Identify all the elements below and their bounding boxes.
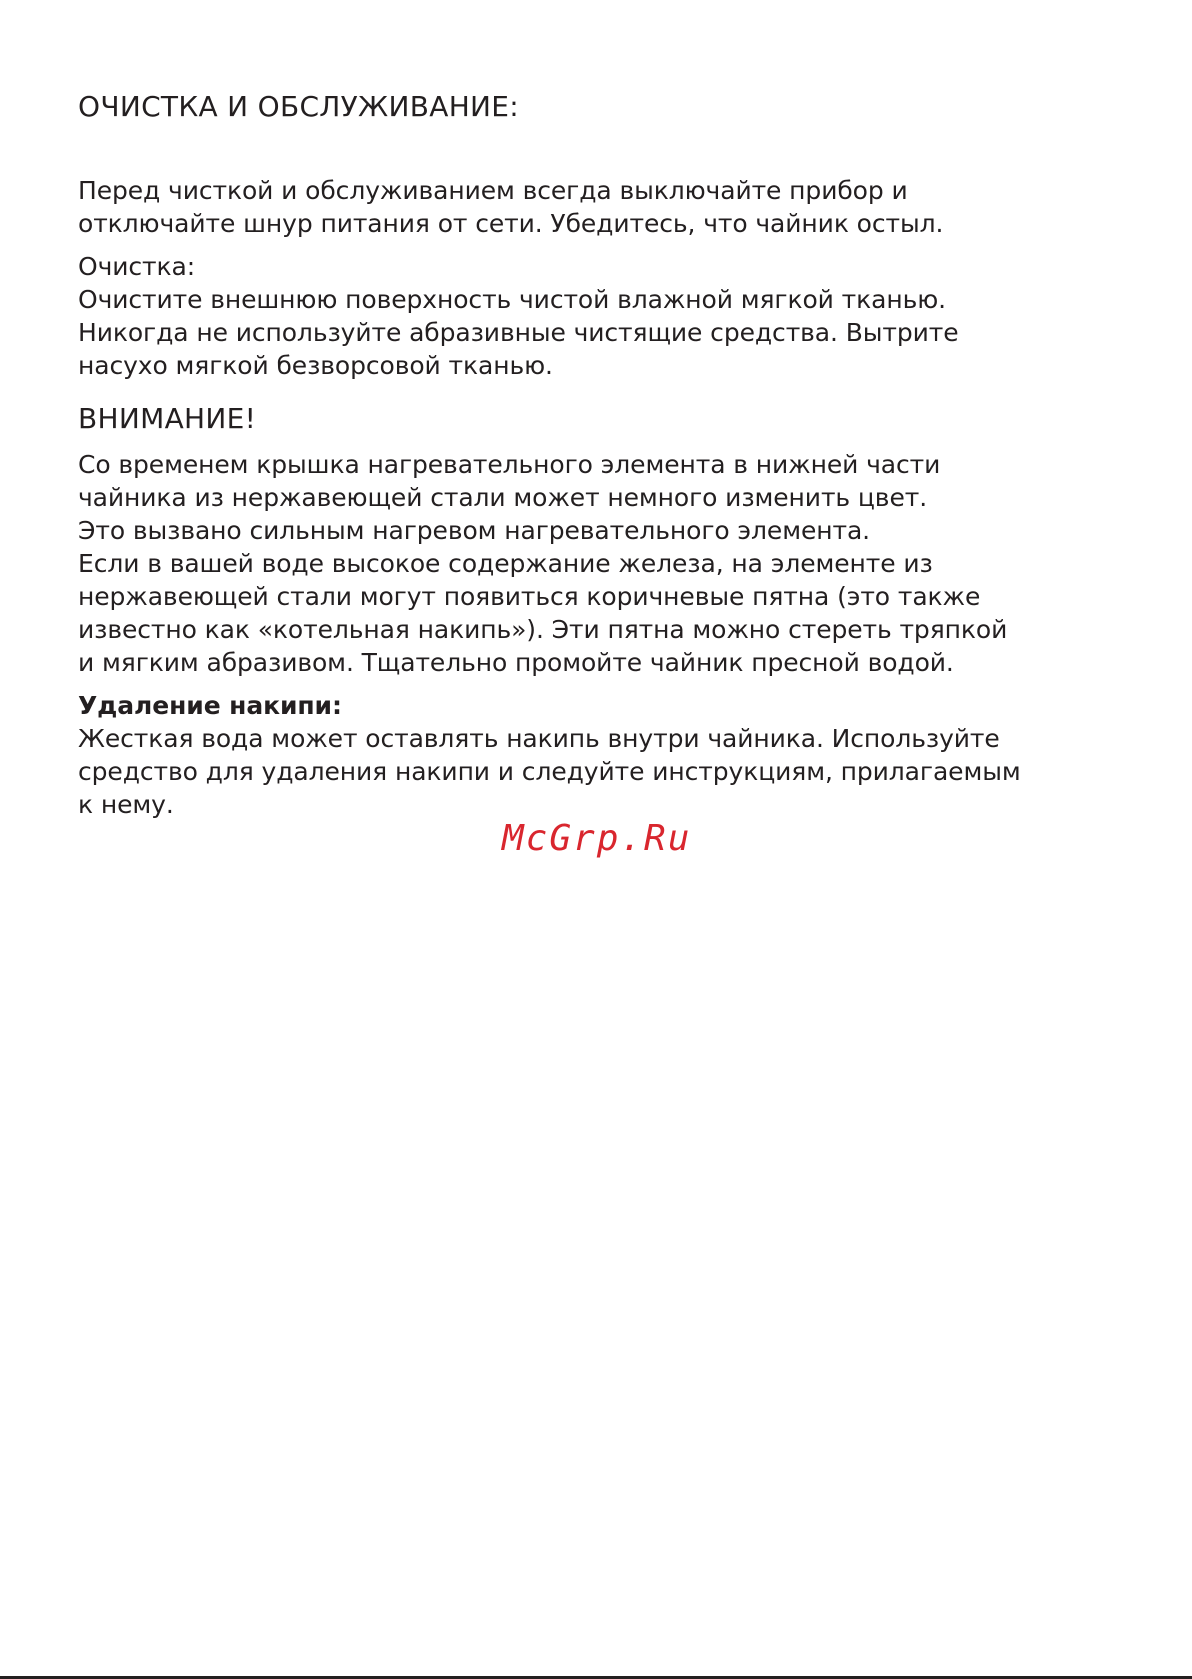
descaling-section bbox=[78, 689, 1118, 821]
cleaning-line: Очистите внешнюю поверхность чистой влажной мягкой тканью. bbox=[78, 285, 946, 314]
page-title: ОЧИСТКА И ОБСЛУЖИВАНИЕ: bbox=[78, 90, 520, 123]
descaling-line: средство для удаления накипи и следуйте инструкциям, прилагаемым bbox=[78, 757, 1021, 786]
document-page bbox=[78, 82, 1118, 831]
descaling-line: Жесткая вода может оставлять накипь внутри чайника. Используйте bbox=[78, 724, 1000, 753]
warning-title: ВНИМАНИЕ! bbox=[78, 402, 257, 435]
warning-line: чайника из нержавеющей стали может немного изменить цвет. bbox=[78, 483, 928, 512]
descaling-label: Удаление накипи: bbox=[78, 691, 342, 720]
warning-line: Если в вашей воде высокое содержание железа, на элементе из bbox=[78, 549, 933, 578]
warning-line: Со временем крышка нагревательного элемента в нижней части bbox=[78, 450, 941, 479]
cleaning-line: насухо мягкой безворсовой тканью. bbox=[78, 351, 553, 380]
intro-line: отключайте шнур питания от сети. Убедитесь, что чайник остыл. bbox=[78, 209, 944, 238]
descaling-line: к нему. bbox=[78, 790, 174, 819]
cleaning-label: Очистка: bbox=[78, 252, 196, 281]
watermark-text: McGrp.Ru bbox=[502, 818, 692, 859]
warning-paragraph bbox=[78, 448, 1118, 679]
cleaning-line: Никогда не используйте абразивные чистящие средства. Вытрите bbox=[78, 318, 959, 347]
warning-line: известно как «котельная накипь»). Эти пятна можно стереть тряпкой bbox=[78, 615, 1008, 644]
cleaning-section bbox=[78, 250, 1118, 382]
intro-paragraph bbox=[78, 174, 1118, 240]
warning-line: и мягким абразивом. Тщательно промойте чайник пресной водой. bbox=[78, 648, 954, 677]
warning-line: нержавеющей стали могут появиться коричневые пятна (это также bbox=[78, 582, 981, 611]
warning-line: Это вызвано сильным нагревом нагревательного элемента. bbox=[78, 516, 871, 545]
intro-line: Перед чисткой и обслуживанием всегда выключайте прибор и bbox=[78, 176, 908, 205]
